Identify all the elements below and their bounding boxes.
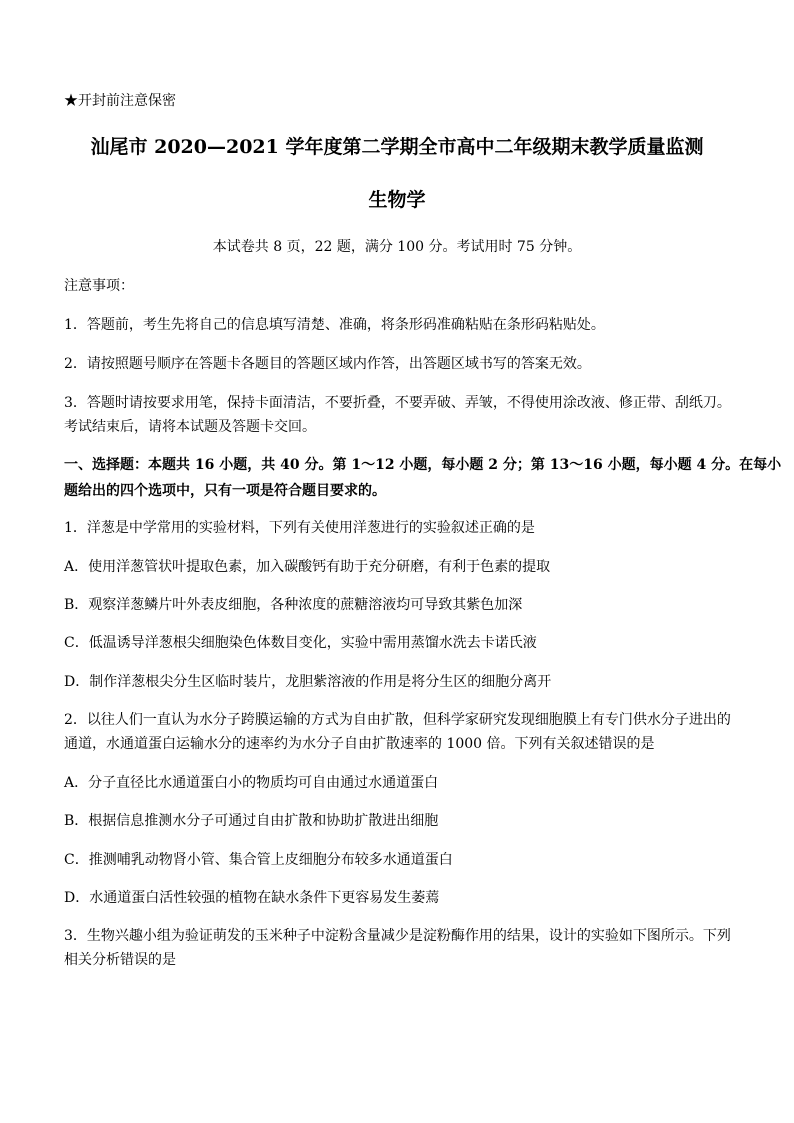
question-2-option-c: C．推测哺乳动物肾小管、集合管上皮细胞分布较多水通道蛋白 — [64, 852, 453, 868]
subject-title: 生物学 — [368, 189, 426, 211]
question-2-option-a: A．分子直径比水通道蛋白小的物质均可自由通过水通道蛋白 — [64, 775, 439, 791]
note-item-2: 2．请按照题号顺序在答题卡各题目的答题区域内作答，出答题区域书写的答案无效。 — [64, 356, 591, 372]
question-3-stem-line-1: 3．生物兴趣小组为验证萌发的玉米种子中淀粉含量减少是淀粉酶作用的结果，设计的实验如下图所示。下列 — [64, 928, 731, 944]
question-2-stem-line-2: 通道，水通道蛋白运输水分的速率约为水分子自由扩散速率的 1000 倍。下列有关叙述错误的是 — [64, 736, 655, 752]
note-item-3-line-2: 考试结束后，请将本试题及答题卡交回。 — [64, 419, 316, 435]
exam-info: 本试卷共 8 页，22 题，满分 100 分。考试用时 75 分钟。 — [212, 239, 582, 255]
question-1-option-c: C．低温诱导洋葱根尖细胞染色体数目变化，实验中需用蒸馏水洗去卡诺氏液 — [64, 635, 537, 651]
question-1-option-d: D．制作洋葱根尖分生区临时装片，龙胆紫溶液的作用是将分生区的细胞分离开 — [64, 674, 552, 690]
question-1-option-a: A．使用洋葱管状叶提取色素，加入碳酸钙有助于充分研磨，有利于色素的提取 — [64, 559, 551, 575]
question-2-option-b: B．根据信息推测水分子可通过自由扩散和协助扩散进出细胞 — [64, 813, 439, 829]
question-2-stem-line-1: 2．以往人们一直认为水分子跨膜运输的方式为自由扩散，但科学家研究发现细胞膜上有专门供水分子进出的 — [64, 712, 731, 728]
question-2-option-d: D．水通道蛋白活性较强的植物在缺水条件下更容易发生萎蔫 — [64, 890, 440, 906]
section-heading-line-1: 一、选择题：本题共 16 小题，共 40 分。第 1～12 小题，每小题 2 分；第 13～16 小题，每小题 4 分。在每小 — [64, 457, 782, 473]
question-1-stem: 1．洋葱是中学常用的实验材料，下列有关使用洋葱进行的实验叙述正确的是 — [64, 520, 535, 536]
note-item-1: 1．答题前，考生先将自己的信息填写清楚、准确，将条形码准确粘贴在条形码粘贴处。 — [64, 317, 605, 333]
notes-heading: 注意事项： — [64, 278, 134, 294]
note-item-3-line-1: 3．答题时请按要求用笔，保持卡面清洁，不要折叠，不要弄破、弄皱，不得使用涂改液、修正带、刮纸刀。 — [64, 395, 731, 411]
exam-title: 汕尾市 2020—2021 学年度第二学期全市高中二年级期末教学质量监测 — [90, 136, 704, 158]
question-1-option-b: B．观察洋葱鳞片叶外表皮细胞，各种浓度的蔗糖溶液均可导致其紫色加深 — [64, 597, 523, 613]
confidential-note: ★开封前注意保密 — [64, 93, 176, 109]
question-3-stem-line-2: 相关分析错误的是 — [64, 952, 176, 968]
section-heading-line-2: 题给出的四个选项中，只有一项是符合题目要求的。 — [64, 483, 386, 499]
